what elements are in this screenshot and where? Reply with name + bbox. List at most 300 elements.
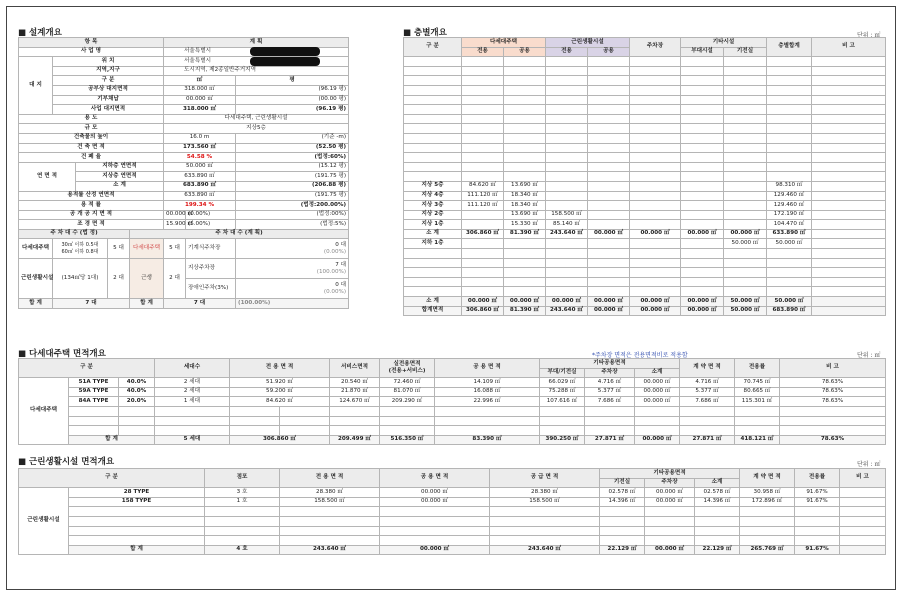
- blank-cell: [795, 516, 840, 526]
- blank-cell: [681, 268, 724, 278]
- multi-cell-units: 2 세대: [155, 378, 230, 388]
- floor-row-cell: [546, 191, 588, 201]
- blank-cell: [724, 268, 767, 278]
- floor-row-cell: 50.000 ㎡: [724, 239, 767, 249]
- blank-cell: [812, 258, 886, 268]
- blank-cell: [504, 95, 546, 105]
- floor-nbh-common-header: 공용: [588, 47, 630, 57]
- floor-subtotal-cell: 00.000 ㎡: [630, 297, 681, 307]
- nbh-cell-ratio: 91.67%: [795, 488, 840, 498]
- multi-percent: 40.0%: [119, 387, 155, 397]
- blank-cell: [546, 172, 588, 182]
- nbh-division-header: 구 분: [19, 469, 205, 488]
- blank-cell: [404, 133, 462, 143]
- nbh-common-header: 공 용 면 적: [380, 469, 490, 488]
- blank-cell: [504, 124, 546, 134]
- multi-cell-pk: 00.000 ㎡: [635, 378, 680, 388]
- blank-cell: [588, 95, 630, 105]
- floor-row-cell: [504, 239, 546, 249]
- multi-ratio-header: 전용률: [735, 359, 780, 378]
- blank-cell: [435, 416, 540, 426]
- floor-row-cell: 50.000 ㎡: [767, 239, 812, 249]
- nbh-cell-elec: 02.578 ㎡: [600, 488, 645, 498]
- blank-cell: [504, 114, 546, 124]
- project-site-value: 318.000 ㎡: [164, 105, 236, 115]
- blank-cell: [681, 153, 724, 163]
- open-space-value: 00.000 ㎡: [164, 210, 186, 220]
- project-site-pyeong: (96.19 평): [236, 105, 349, 115]
- floor-row-remark: [812, 220, 886, 230]
- blank-cell: [205, 526, 280, 536]
- blank-cell: [681, 114, 724, 124]
- parking-plan-total-value: 7 대: [164, 299, 236, 309]
- above-ground-pyeong: (191.75 평): [236, 172, 349, 182]
- blank-cell: [504, 153, 546, 163]
- floor-row-remark: [812, 201, 886, 211]
- blank-cell: [724, 249, 767, 259]
- nbh-cell-excl: 28.380 ㎡: [280, 488, 380, 498]
- nbh-cell-contract: 30.958 ㎡: [740, 488, 795, 498]
- blank-cell: [504, 85, 546, 95]
- blank-row: [404, 277, 886, 287]
- blank-cell: [812, 162, 886, 172]
- height-label: 건축물의 높이: [19, 133, 164, 143]
- multi-cell-common: 22.996 ㎡: [435, 397, 540, 407]
- blank-cell: [380, 526, 490, 536]
- far-value: 199.34 %: [164, 201, 236, 211]
- blank-cell: [546, 268, 588, 278]
- parking-legal-total-label: 합 계: [19, 299, 53, 309]
- blank-cell: [504, 57, 546, 67]
- blank-cell: [462, 143, 504, 153]
- blank-cell: [630, 268, 681, 278]
- blank-cell: [767, 124, 812, 134]
- floor-area-label: 연 면 적: [19, 162, 76, 191]
- blank-cell: [504, 133, 546, 143]
- blank-cell: [504, 258, 546, 268]
- multi-subtotal-header: 소계: [635, 368, 680, 378]
- floor-row-name: 지상 2층: [404, 210, 462, 220]
- blank-cell: [635, 406, 680, 416]
- multi-units-header: 세대수: [155, 359, 230, 378]
- blank-cell: [404, 162, 462, 172]
- floor-row-cell: [724, 220, 767, 230]
- multi-group-label: 다세대주택: [19, 378, 69, 445]
- blank-cell: [724, 66, 767, 76]
- multi-cell-units: 1 세대: [155, 397, 230, 407]
- floor-row-remark: [812, 239, 886, 249]
- scale-label: 규 모: [19, 124, 164, 134]
- blank-cell: [588, 114, 630, 124]
- blank-cell: [724, 172, 767, 182]
- blank-cell: [812, 76, 886, 86]
- blank-cell: [588, 124, 630, 134]
- blank-cell: [380, 416, 435, 426]
- section-title-nbh: ■ 근린생활시설 면적개요: [18, 457, 115, 467]
- floor-sum-cell: 243.640 ㎡: [546, 306, 588, 316]
- floor-subtotal-pyeong: (206.88 평): [236, 181, 349, 191]
- far-area-label: 용적률 산정 연면적: [19, 191, 164, 201]
- blank-cell: [462, 162, 504, 172]
- floor-nbh-header: 근린생활시설: [546, 38, 630, 48]
- division-label: 구 분: [53, 76, 164, 86]
- bcr-label: 건 폐 율: [19, 153, 164, 163]
- floor-row: [404, 201, 886, 211]
- blank-cell: [504, 287, 546, 297]
- blank-cell: [724, 105, 767, 115]
- unit-label-nbh: 단위 : ㎡: [857, 461, 881, 468]
- blank-cell: [280, 416, 330, 426]
- floor-row-remark: [812, 181, 886, 191]
- multi-contract-header: 계 약 면 적: [680, 359, 735, 378]
- multi-cell-pk: 00.000 ㎡: [635, 387, 680, 397]
- bcr-value: 54.58 %: [164, 153, 236, 163]
- blank-cell: [546, 162, 588, 172]
- nbh-total-sub: 22.129 ㎡: [695, 545, 740, 555]
- blank-cell: [504, 162, 546, 172]
- floor-subtotal-value: 683.890 ㎡: [164, 181, 236, 191]
- bcr-legal: (법정:60%): [236, 153, 349, 163]
- far-area-value: 633.890 ㎡: [164, 191, 236, 201]
- blank-cell: [681, 57, 724, 67]
- nbh-area-table: [18, 468, 886, 555]
- multi-total-real: 516.350 ㎡: [380, 435, 435, 445]
- blank-cell: [462, 153, 504, 163]
- floor-summary-table: [403, 37, 886, 316]
- blank-cell: [630, 105, 681, 115]
- floor-multi-common-header: 공용: [504, 47, 546, 57]
- blank-cell: [280, 426, 330, 436]
- floor-total-header: 층별합계: [767, 38, 812, 57]
- ground-parking-ratio: (100.00%): [316, 268, 347, 275]
- blank-cell: [681, 76, 724, 86]
- floor-subtotal-cell: 00.000 ㎡: [681, 297, 724, 307]
- unit-label-multi: 단위 : ㎡: [857, 352, 881, 359]
- nbh-supply-header: 공 급 면 적: [490, 469, 600, 488]
- blank-cell: [404, 124, 462, 134]
- blank-cell: [681, 172, 724, 182]
- redacted-location: [250, 57, 320, 66]
- multi-row: [19, 387, 886, 397]
- parking-multi-label: 다세대주택: [19, 239, 53, 259]
- blank-cell: [588, 85, 630, 95]
- nbh-ratio-header: 전용률: [795, 469, 840, 488]
- blank-cell: [724, 76, 767, 86]
- blank-cell: [767, 57, 812, 67]
- blank-cell: [767, 258, 812, 268]
- floor-row-cell: [681, 191, 724, 201]
- multi-cell-aux: 4.716 ㎡: [585, 378, 635, 388]
- blank-cell: [681, 85, 724, 95]
- parking-note: *주차장 면적은 전용면적비로 적용함: [592, 352, 688, 359]
- multi-cell-aux: 7.686 ㎡: [585, 397, 635, 407]
- blank-cell: [205, 536, 280, 546]
- floor-row-cell: [588, 210, 630, 220]
- floor-row-cell: 18.340 ㎡: [504, 191, 546, 201]
- blank-cell: [740, 516, 795, 526]
- blank-cell: [588, 249, 630, 259]
- floor-sum-cell: 00.000 ㎡: [630, 306, 681, 316]
- multi-division-header: 구 분: [19, 359, 155, 378]
- floor-multi-excl-header: 전용: [462, 47, 504, 57]
- blank-cell: [280, 536, 380, 546]
- floor-row-cell: [630, 210, 681, 220]
- blank-cell: [735, 416, 780, 426]
- multi-row: [19, 378, 886, 388]
- blank-cell: [404, 95, 462, 105]
- nbh-total-row: [19, 545, 886, 555]
- blank-cell: [380, 426, 435, 436]
- blank-cell: [546, 153, 588, 163]
- floor-sum-cell: 00.000 ㎡: [588, 306, 630, 316]
- blank-cell: [630, 114, 681, 124]
- multi-total-sub: 27.871 ㎡: [680, 435, 735, 445]
- floor-row-cell: [588, 220, 630, 230]
- floor-nbh-excl-header: 전용: [546, 47, 588, 57]
- blank-cell: [230, 416, 280, 426]
- floor-row-cell: [681, 210, 724, 220]
- blank-cell: [767, 66, 812, 76]
- multi-percent: 20.0%: [119, 397, 155, 407]
- blank-cell: [812, 277, 886, 287]
- blank-cell: [780, 426, 886, 436]
- blank-cell: [230, 426, 280, 436]
- nbh-remark: [840, 488, 886, 498]
- blank-cell: [812, 57, 886, 67]
- blank-cell: [546, 95, 588, 105]
- parking-nbh-label: 근린생활시설: [19, 259, 53, 299]
- multi-cell-sub: 4.716 ㎡: [680, 378, 735, 388]
- multi-cell-svc: 21.870 ㎡: [330, 387, 380, 397]
- blank-cell: [630, 258, 681, 268]
- floor-row-cell: 129.460 ㎡: [767, 201, 812, 211]
- blank-cell: [462, 258, 504, 268]
- blank-cell: [630, 85, 681, 95]
- above-ground-label: 지상층 연면적: [76, 172, 164, 182]
- blank-cell: [767, 114, 812, 124]
- blank-row: [19, 507, 886, 517]
- blank-cell: [724, 258, 767, 268]
- blank-cell: [404, 85, 462, 95]
- blank-cell: [724, 133, 767, 143]
- blank-cell: [812, 85, 886, 95]
- blank-cell: [155, 416, 230, 426]
- header-item: 항 목: [19, 38, 164, 48]
- project-name-label: 사 업 명: [19, 47, 164, 57]
- floor-row-name: 소 계: [404, 229, 462, 239]
- multi-total-ratio: 78.63%: [780, 435, 886, 445]
- multi-cell-excl: 59.200 ㎡: [230, 387, 330, 397]
- nbh-total-pk: 00.000 ㎡: [645, 545, 695, 555]
- floor-row-remark: [812, 210, 886, 220]
- blank-cell: [462, 66, 504, 76]
- floor-row-cell: 85.140 ㎡: [546, 220, 588, 230]
- donation-pyeong: (00.00 평): [236, 95, 349, 105]
- blank-cell: [404, 66, 462, 76]
- floor-row-cell: 104.470 ㎡: [767, 220, 812, 230]
- floor-row-cell: 111.120 ㎡: [462, 191, 504, 201]
- nbh-total-shops: 4 호: [205, 545, 280, 555]
- zone-value: 도시지역, 제2종일반주거지역: [164, 66, 349, 76]
- blank-cell: [404, 105, 462, 115]
- blank-row: [404, 105, 886, 115]
- nbh-group-label: 근린생활시설: [19, 488, 69, 555]
- far-label: 용 적 률: [19, 201, 164, 211]
- blank-cell: [205, 516, 280, 526]
- blank-cell: [681, 162, 724, 172]
- blank-row: [404, 287, 886, 297]
- mechanical-parking-value: 0 대: [335, 241, 347, 248]
- blank-cell: [680, 416, 735, 426]
- blank-cell: [404, 153, 462, 163]
- multi-real-header-2: (전용+서비스): [388, 368, 426, 375]
- nbh-total-elec: 22.129 ㎡: [600, 545, 645, 555]
- disabled-parking-ratio: (0.00%): [323, 288, 347, 295]
- blank-cell: [695, 507, 740, 517]
- blank-cell: [404, 287, 462, 297]
- blank-cell: [767, 277, 812, 287]
- nbh-cell-sub: 02.578 ㎡: [695, 488, 740, 498]
- blank-cell: [330, 416, 380, 426]
- parking-plan-total-label: 합 계: [130, 299, 164, 309]
- blank-cell: [724, 114, 767, 124]
- nbh-cell-elec: 14.396 ㎡: [600, 497, 645, 507]
- blank-cell: [767, 133, 812, 143]
- project-site-label: 사업 대지면적: [53, 105, 164, 115]
- floor-multi-header: 다세대주택: [462, 38, 546, 48]
- blank-cell: [588, 66, 630, 76]
- blank-cell: [724, 57, 767, 67]
- floor-row: [404, 191, 886, 201]
- blank-cell: [404, 268, 462, 278]
- blank-cell: [630, 76, 681, 86]
- multi-total-units: 5 세대: [155, 435, 230, 445]
- ground-parking-value: 7 대: [335, 261, 347, 268]
- multi-cell-units: 2 세대: [155, 387, 230, 397]
- floor-row-cell: 00.000 ㎡: [588, 229, 630, 239]
- blank-cell: [695, 516, 740, 526]
- blank-cell: [635, 416, 680, 426]
- blank-row: [404, 85, 886, 95]
- blank-cell: [795, 526, 840, 536]
- blank-cell: [540, 406, 585, 416]
- height-value: 16.0 m: [164, 133, 236, 143]
- blank-cell: [812, 133, 886, 143]
- blank-cell: [585, 426, 635, 436]
- public-site-pyeong: (96.19 평): [236, 85, 349, 95]
- multi-row: [19, 397, 886, 407]
- mechanical-parking-ratio: (0.00%): [323, 248, 347, 255]
- multi-cell-supply: 107.616 ㎡: [540, 397, 585, 407]
- unit-label: 단위 : ㎡: [857, 32, 881, 39]
- floor-row-cell: 306.860 ㎡: [462, 229, 504, 239]
- floor-row-cell: [681, 220, 724, 230]
- blank-cell: [546, 124, 588, 134]
- blank-cell: [69, 516, 205, 526]
- blank-cell: [630, 133, 681, 143]
- multi-total-pk: 00.000 ㎡: [635, 435, 680, 445]
- nbh-subtotal-header: 소계: [695, 478, 740, 488]
- floor-row-name: 지상 1층: [404, 220, 462, 230]
- floor-row: [404, 210, 886, 220]
- blank-cell: [767, 76, 812, 86]
- floor-row: [404, 220, 886, 230]
- multi-type: 84A TYPE: [69, 397, 119, 407]
- floor-subtotal-label: 소 계: [76, 181, 164, 191]
- floor-row-cell: 633.890 ㎡: [767, 229, 812, 239]
- nbh-cell-pk: 00.000 ㎡: [645, 497, 695, 507]
- underground-label: 지하층 연면적: [76, 162, 164, 172]
- multi-area-table: [18, 358, 886, 445]
- blank-row: [404, 143, 886, 153]
- blank-cell: [630, 172, 681, 182]
- floor-row-cell: 172.190 ㎡: [767, 210, 812, 220]
- blank-cell: [546, 76, 588, 86]
- nbh-etc-header: 기타공용면적: [600, 469, 740, 479]
- blank-cell: [630, 95, 681, 105]
- donation-value: 00.000 ㎡: [164, 95, 236, 105]
- floor-etc-header: 기타시설: [681, 38, 767, 48]
- floor-row-cell: [588, 181, 630, 191]
- nbh-cell-ratio: 91.67%: [795, 497, 840, 507]
- blank-cell: [724, 85, 767, 95]
- floor-row-cell: [630, 220, 681, 230]
- blank-cell: [546, 66, 588, 76]
- floor-elec-header: 기전실: [724, 47, 767, 57]
- blank-cell: [630, 153, 681, 163]
- floor-subtotal-cell: 00.000 ㎡: [588, 297, 630, 307]
- blank-cell: [588, 268, 630, 278]
- blank-cell: [585, 416, 635, 426]
- blank-cell: [404, 143, 462, 153]
- blank-cell: [630, 143, 681, 153]
- blank-cell: [767, 172, 812, 182]
- blank-cell: [462, 124, 504, 134]
- nbh-cell-sub: 14.396 ㎡: [695, 497, 740, 507]
- blank-cell: [735, 406, 780, 416]
- nbh-type: 28 TYPE: [69, 488, 205, 498]
- scale-value: 지상5층: [164, 124, 349, 134]
- blank-cell: [546, 258, 588, 268]
- multi-cell-supply: 75.288 ㎡: [540, 387, 585, 397]
- blank-cell: [546, 287, 588, 297]
- floor-row-cell: 00.000 ㎡: [681, 229, 724, 239]
- multi-real-header-1: 실전용면적: [393, 360, 421, 367]
- blank-cell: [812, 153, 886, 163]
- blank-cell: [119, 416, 155, 426]
- floor-row-cell: [724, 201, 767, 211]
- floor-row-cell: [681, 181, 724, 191]
- floor-sum-cell: 683.890 ㎡: [767, 306, 812, 316]
- floor-row-cell: 111.120 ㎡: [462, 201, 504, 211]
- blank-cell: [330, 426, 380, 436]
- floor-subtotal-cell: 50.000 ㎡: [724, 297, 767, 307]
- blank-cell: [588, 133, 630, 143]
- parking-multi-count: 5 대: [108, 239, 130, 259]
- blank-cell: [767, 153, 812, 163]
- multi-cell-supply: 66.029 ㎡: [540, 378, 585, 388]
- blank-cell: [600, 536, 645, 546]
- floor-row-cell: 00.000 ㎡: [630, 229, 681, 239]
- floor-row-cell: [462, 210, 504, 220]
- parking-nbh-kind-count: 2 대: [164, 259, 186, 299]
- multi-excl-header: 전 용 면 적: [230, 359, 330, 378]
- multi-cell-svc: 20.540 ㎡: [330, 378, 380, 388]
- blank-cell: [504, 277, 546, 287]
- multi-cell-aux: 5.377 ㎡: [585, 387, 635, 397]
- blank-cell: [588, 287, 630, 297]
- blank-cell: [680, 406, 735, 416]
